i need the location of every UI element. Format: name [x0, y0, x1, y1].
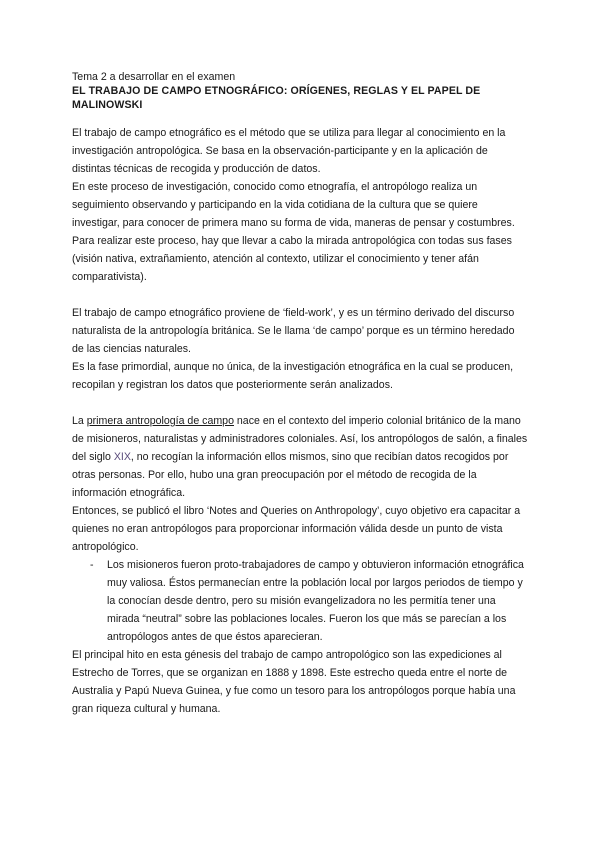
paragraph: El trabajo de campo etnográfico proviene de ‘field-work’, y es un término derivado del discurso naturalista de la antropología británica. Se le llama ‘de campo’ porque es un término heredado de las ciencias naturales.	[72, 307, 515, 355]
text-run: , no recogían la información ellos mismos, sino que recibían datos recogidos por otras personas. Por ello, hubo una gran preocupación por el método de recogida de la información etnográfica.	[72, 451, 509, 499]
paragraph: Para realizar este proceso, hay que llevar a cabo la mirada antropológica con todas sus fases (visión nativa, extrañamiento, atención al contexto, utilizar el conocimiento y tener afán comparativista).	[72, 235, 512, 283]
underlined-term: primera antropología de campo	[86, 415, 234, 427]
document-body	[72, 71, 528, 718]
list-item-text: Los misioneros fueron proto-trabajadores de campo y obtuvieron información etnográfica muy valiosa. Éstos permanecían entre la población local por largos periodos de tiempo y la conocían desde dentro, pero su misión evangelizadora no les permitía tener una mirada “neutral” sobre las poblaciones locales. Fueron los que más se parecían a los antropólogos antes de que éstos aparecieran.	[107, 559, 524, 643]
paragraph: En este proceso de investigación, conocido como etnografía, el antropólogo realiza un seguimiento observando y participando en la vida cotidiana de la cultura que se quiere investigar, para conocer de primera mano su forma de vida, maneras de pensar y costumbres.	[72, 181, 515, 229]
paragraph-spacer	[72, 394, 528, 412]
paragraph-spacer	[72, 286, 528, 304]
paragraph: Entonces, se publicó el libro ‘Notes and Queries on Anthropology’, cuyo objetivo era capacitar a quienes no eran antropólogos para proporcionar información válida desde un punto de vista antropológico.	[72, 505, 521, 553]
paragraph: Es la fase primordial, aunque no única, de la investigación etnográfica en la cual se producen, recopilan y registran los datos que posteriormente serán analizados.	[72, 361, 514, 391]
paragraph: El principal hito en esta génesis del trabajo de campo antropológico son las expediciones al Estrecho de Torres, que se organizan en 1888 y 1898. Este estrecho queda entre el norte de Australia y Papú Nueva Guinea, y fue como un tesoro para los antropólogos porque había una gran riqueza cultural y humana.	[72, 649, 516, 715]
document-subtitle: Tema 2 a desarrollar en el examen	[72, 71, 236, 83]
list-item	[72, 556, 528, 646]
text-run: La	[72, 415, 87, 427]
bullet-list	[72, 556, 528, 646]
text-run: nace en el contexto del imperio colonial británico de la mano de misioneros, naturalistas y administradores coloniales. Así, los antropólogos de salón, a finales del siglo	[72, 415, 528, 463]
dash-bullet: -	[90, 559, 94, 571]
paragraph: El trabajo de campo etnográfico es el método que se utiliza para llegar al conocimiento en la investigación antropológica. Se basa en la observación-participante y en la aplicación de distintas técnicas de recogida y producción de datos.	[72, 127, 506, 175]
paragraph	[72, 412, 528, 502]
roman-numeral: XIX	[113, 451, 131, 463]
document-title: EL TRABAJO DE CAMPO ETNOGRÁFICO: ORÍGENES, REGLAS Y EL PAPEL DE MALINOWSKI	[72, 85, 481, 111]
